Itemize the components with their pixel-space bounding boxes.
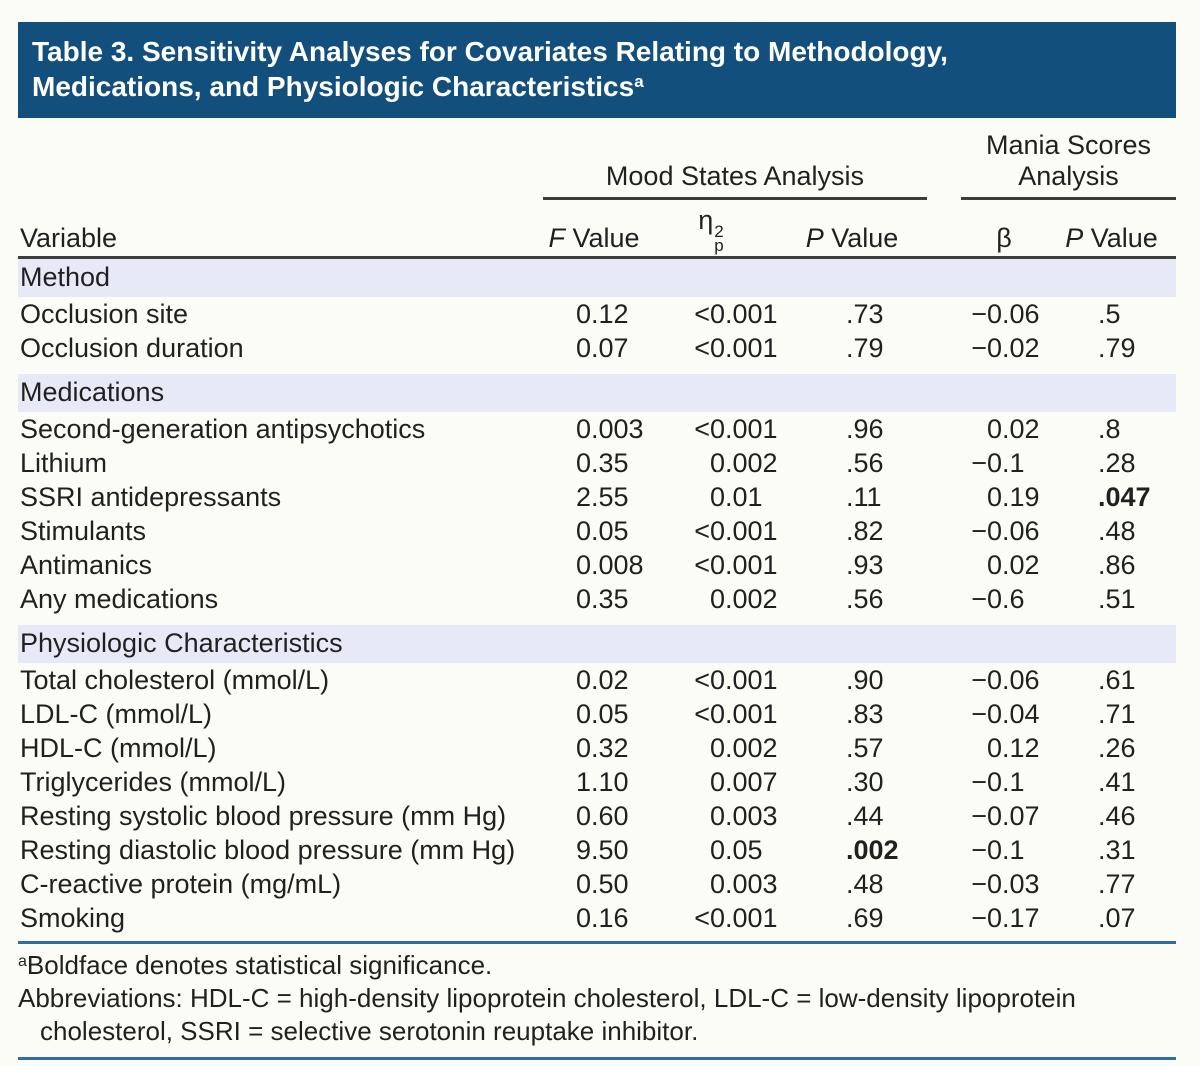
beta-cell: −0.6 — [971, 584, 1025, 614]
beta-cell: −0.06 — [971, 665, 1040, 695]
p-value-mood-cell: .83 — [846, 699, 884, 729]
p-value-mania-cell: .61 — [1098, 665, 1136, 695]
eta-squared-cell: 0.003 — [709, 869, 778, 899]
eta-squared-cell: 0.01 — [709, 482, 763, 512]
table-row — [18, 697, 1176, 731]
bottom-rule — [18, 1057, 1176, 1060]
p-value-mania-cell: .51 — [1098, 584, 1136, 614]
p-value-mania-cell: .31 — [1098, 835, 1136, 865]
beta-cell: −0.02 — [971, 333, 1040, 363]
f-value-cell: 0.35 — [575, 584, 629, 614]
variable-cell: Total cholesterol (mmol/L) — [20, 665, 330, 695]
p-value-mood-cell: .82 — [846, 516, 884, 546]
eta-squared-cell: <0.001 — [694, 333, 778, 363]
p-value-mania-cell: .79 — [1098, 333, 1136, 363]
table-row — [18, 901, 1176, 935]
section-gap — [18, 365, 1176, 374]
table-row — [18, 799, 1176, 833]
section-label: Physiologic Characteristics — [18, 625, 1176, 663]
column-gap — [927, 663, 961, 697]
p-value-mania-cell: .71 — [1098, 699, 1136, 729]
beta-cell: −0.03 — [971, 869, 1040, 899]
beta-cell: −0.06 — [971, 299, 1040, 329]
section-label: Method — [18, 258, 1176, 298]
beta-cell: −0.17 — [971, 903, 1040, 933]
eta-squared-cell: 0.003 — [709, 801, 778, 831]
variable-cell: Resting systolic blood pressure (mm Hg) — [20, 801, 507, 831]
section-header-row — [18, 258, 1176, 298]
beta-cell: −0.1 — [971, 448, 1025, 478]
group-header-empty — [18, 130, 543, 199]
footnotes — [18, 944, 1176, 1052]
beta-cell: −0.1 — [971, 835, 1025, 865]
variable-cell: Triglycerides (mmol/L) — [20, 767, 287, 797]
f-value-cell: 0.35 — [575, 448, 629, 478]
title-footnote-marker: a — [634, 72, 644, 91]
p-value-mania-cell: .047 — [1098, 482, 1151, 512]
p-value-mood-cell: .002 — [846, 835, 899, 865]
f-value-cell: 9.50 — [575, 835, 629, 865]
p-value-mania-cell: .8 — [1098, 414, 1121, 444]
p-value-mood-cell: .56 — [846, 448, 884, 478]
table-row — [18, 582, 1176, 616]
f-value-cell: 0.60 — [575, 801, 629, 831]
beta-cell: 0.02 — [986, 550, 1040, 580]
table-row — [18, 412, 1176, 446]
column-gap — [927, 833, 961, 867]
p-value-mania-cell: .26 — [1098, 733, 1136, 763]
eta-squared-cell: 0.002 — [709, 584, 778, 614]
p-value-mania-cell: .86 — [1098, 550, 1136, 580]
footnote-marker: a — [18, 953, 27, 970]
table-row — [18, 297, 1176, 331]
footnote-significance: $^a$Boldface denotes statistical significance. — [18, 950, 493, 980]
sensitivity-analyses-table — [18, 130, 1176, 935]
p-value-mania-cell: .77 — [1098, 869, 1136, 899]
f-value-cell: 2.55 — [575, 482, 629, 512]
p-value-mood-cell: .30 — [846, 767, 884, 797]
table-row — [18, 867, 1176, 901]
f-value-cell: 0.008 — [575, 550, 644, 580]
section-gap-cell — [18, 365, 1176, 374]
column-gap — [927, 697, 961, 731]
section-header-row — [18, 374, 1176, 412]
eta-squared-cell: <0.001 — [694, 903, 778, 933]
beta-cell: 0.12 — [986, 733, 1040, 763]
p-value-mood-cell: .11 — [846, 482, 882, 512]
eta-squared-cell: 0.007 — [709, 767, 778, 797]
p-value-mood-cell: .73 — [846, 299, 884, 329]
variable-cell: Lithium — [20, 448, 108, 478]
f-value-cell: 0.02 — [575, 665, 629, 695]
table-title-line2: Medications, and Physiologic Characteristics$^a$ — [32, 71, 644, 102]
eta-squared-column-header: η 2 p — [645, 199, 777, 258]
beta-cell: −0.04 — [971, 699, 1040, 729]
variable-cell: Occlusion duration — [20, 333, 244, 363]
eta-squared-cell: <0.001 — [694, 665, 778, 695]
beta-cell: −0.1 — [971, 767, 1025, 797]
f-value-cell: 0.16 — [575, 903, 629, 933]
table-row — [18, 833, 1176, 867]
variable-cell: Stimulants — [20, 516, 147, 546]
p-value-mania-cell: .28 — [1098, 448, 1136, 478]
mood-states-group-header: Mood States Analysis — [543, 130, 927, 199]
p-value-column-header-mood: P Value — [777, 199, 927, 258]
variable-cell: Resting diastolic blood pressure (mm Hg) — [20, 835, 516, 865]
eta-squared-cell: <0.001 — [694, 516, 778, 546]
beta-column-header: β — [961, 199, 1047, 258]
column-gap — [927, 867, 961, 901]
section-header-row — [18, 625, 1176, 663]
column-gap — [927, 480, 961, 514]
variable-cell: C-reactive protein (mg/mL) — [20, 869, 342, 899]
p-value-mood-cell: .56 — [846, 584, 884, 614]
eta-squared-cell: 0.002 — [709, 448, 778, 478]
eta-squared-cell: <0.001 — [694, 699, 778, 729]
f-value-cell: 0.05 — [575, 699, 629, 729]
variable-column-header: Variable — [18, 199, 543, 258]
p-value-column-header-mania: P Value — [1047, 199, 1176, 258]
eta-squared-cell: 0.002 — [709, 733, 778, 763]
f-value-cell: 0.32 — [575, 733, 629, 763]
section-gap — [18, 616, 1176, 625]
beta-cell: 0.19 — [986, 482, 1040, 512]
column-gap — [927, 582, 961, 616]
p-value-mania-cell: .41 — [1098, 767, 1136, 797]
p-value-mania-cell: .5 — [1098, 299, 1121, 329]
table-row — [18, 514, 1176, 548]
f-value-cell: 0.50 — [575, 869, 629, 899]
table-title — [18, 22, 1176, 118]
table-row — [18, 765, 1176, 799]
column-gap — [927, 765, 961, 799]
eta-squared-cell: <0.001 — [694, 299, 778, 329]
eta-squared-cell: <0.001 — [694, 550, 778, 580]
variable-cell: Antimanics — [20, 550, 153, 580]
variable-cell: SSRI antidepressants — [20, 482, 282, 512]
table-row — [18, 480, 1176, 514]
table-row — [18, 446, 1176, 480]
column-gap — [927, 446, 961, 480]
eta-squared-cell: 0.05 — [709, 835, 763, 865]
column-gap — [927, 199, 961, 258]
beta-cell: −0.06 — [971, 516, 1040, 546]
group-header-row — [18, 130, 1176, 199]
p-value-mania-cell: .46 — [1098, 801, 1136, 831]
column-header-row — [18, 199, 1176, 258]
f-value-cell: 0.05 — [575, 516, 629, 546]
column-gap — [927, 130, 961, 199]
p-value-mood-cell: .79 — [846, 333, 884, 363]
column-gap — [927, 901, 961, 935]
f-value-cell: 1.10 — [575, 767, 629, 797]
f-value-cell: 0.003 — [575, 414, 644, 444]
variable-cell: Occlusion site — [20, 299, 189, 329]
f-value-cell: 0.12 — [575, 299, 629, 329]
footnote-abbreviations: Abbreviations: HDL-C = high-density lipoprotein cholesterol, LDL-C = low-density lipoprotein cholesterol, SSRI = selective serotonin reuptake inhibitor. — [18, 983, 1076, 1046]
column-gap — [927, 297, 961, 331]
p-value-mood-cell: .93 — [846, 550, 884, 580]
variable-cell: Second-generation antipsychotics — [20, 414, 426, 444]
column-gap — [927, 331, 961, 365]
p-value-mood-cell: .44 — [846, 801, 884, 831]
table-title-line1: Table 3. Sensitivity Analyses for Covariates Relating to Methodology, — [32, 36, 948, 67]
column-gap — [927, 548, 961, 582]
variable-cell: HDL-C (mmol/L) — [20, 733, 217, 763]
f-value-cell: 0.07 — [575, 333, 629, 363]
table-row — [18, 331, 1176, 365]
variable-cell: Any medications — [20, 584, 219, 614]
p-value-mood-cell: .96 — [846, 414, 884, 444]
variable-cell: LDL-C (mmol/L) — [20, 699, 213, 729]
table-row — [18, 731, 1176, 765]
mania-scores-group-header: Mania Scores Analysis — [961, 130, 1176, 199]
column-gap — [927, 799, 961, 833]
variable-cell: Smoking — [20, 903, 126, 933]
table-row — [18, 663, 1176, 697]
column-gap — [927, 514, 961, 548]
beta-cell: −0.07 — [971, 801, 1040, 831]
p-value-mood-cell: .48 — [846, 869, 884, 899]
p-value-mood-cell: .69 — [846, 903, 884, 933]
table-row — [18, 548, 1176, 582]
p-value-mood-cell: .57 — [846, 733, 884, 763]
table-body — [18, 258, 1176, 936]
eta-squared-cell: <0.001 — [694, 414, 778, 444]
f-value-column-header: F Value — [543, 199, 645, 258]
column-gap — [927, 731, 961, 765]
beta-cell: 0.02 — [986, 414, 1040, 444]
section-label: Medications — [18, 374, 1176, 412]
section-gap-cell — [18, 616, 1176, 625]
p-value-mood-cell: .90 — [846, 665, 884, 695]
p-value-mania-cell: .07 — [1098, 903, 1136, 933]
column-gap — [927, 412, 961, 446]
p-value-mania-cell: .48 — [1098, 516, 1136, 546]
